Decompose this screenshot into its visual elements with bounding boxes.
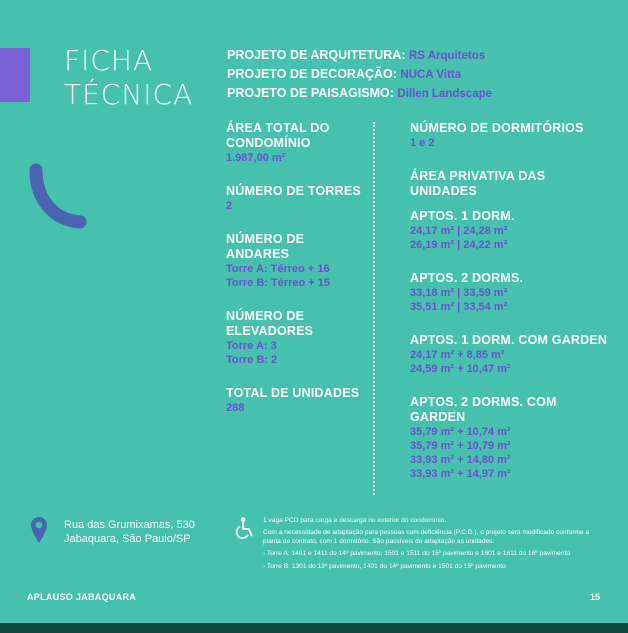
credit-value: NUCA Vitta (400, 69, 462, 81)
accent-bar (0, 48, 30, 102)
notes-text (263, 517, 601, 575)
spec-value: Torre B: Térreo + 15 (226, 277, 331, 289)
unit-value: 24,17 m² | 24,28 m² (410, 225, 508, 237)
credit-label: PROJETO DE PAISAGISMO: (227, 86, 394, 100)
unit-2-dorms-garden (410, 395, 610, 481)
unit-value: 26,19 m² | 24,22 m² (410, 239, 508, 251)
address-line-1: Rua das Grumixamas, 530 (64, 519, 195, 531)
credit-architecture (227, 46, 492, 65)
address-block (30, 516, 195, 546)
spec-label: NÚMERO DE ANDARES (226, 232, 305, 261)
address-line-2: Jabaquara, São Paulo/SP (64, 533, 191, 545)
spec-value: 288 (226, 402, 245, 414)
credit-label: PROJETO DE ARQUITETURA: (227, 48, 406, 62)
unit-value: 35,79 m² + 10,79 m² (410, 440, 511, 452)
decorative-arc-icon (28, 162, 92, 234)
spec-value: Torre B: 2 (226, 354, 278, 366)
unit-label: APTOS. 1 DORM. (410, 209, 515, 223)
spec-value: 1 e 2 (410, 137, 435, 149)
spec-value: Torre A: 3 (226, 340, 277, 352)
credit-value: RS Arquitetos (408, 50, 486, 62)
unit-1-dorm-garden (410, 333, 610, 376)
unit-2-dorms (410, 271, 610, 314)
unit-value: 24,59 m² + 10,47 m² (410, 363, 511, 375)
spec-label: NÚMERO DE TORRES (226, 184, 361, 198)
spec-value: 2 (226, 200, 233, 212)
note-paragraph: Com a necessidade de adaptação para pessoas com deficiência (P.C.D.), o projeto será modificado conforme a planta de contrato, com 1 dormitório. São passíveis de adaptação as unidades: (263, 529, 590, 545)
left-specs-column (226, 121, 366, 434)
spec-bedrooms (410, 121, 610, 150)
page-title (64, 44, 193, 112)
spec-floors (226, 232, 366, 290)
spec-elevators (226, 309, 366, 367)
address-text (64, 518, 195, 546)
right-specs-column (410, 121, 610, 500)
title-line-2: TÉCNICA (64, 78, 194, 111)
unit-value: 24,17 m² + 8,85 m² (410, 349, 505, 361)
unit-1-dorm (410, 209, 610, 252)
credit-decoration (227, 65, 492, 84)
credit-value: Dillen Landscape (397, 88, 493, 100)
accessibility-notes (235, 517, 601, 575)
spec-value: Torre A: Térreo + 16 (226, 263, 330, 275)
spec-label: NÚMERO DE DORMITÓRIOS (410, 121, 584, 135)
unit-value: 33,18 m² | 33,59 m² (410, 287, 508, 299)
footer-project-name: APLAUSO JABAQUARA (27, 592, 137, 602)
private-area-heading: ÁREA PRIVATIVA DAS UNIDADES (410, 169, 546, 198)
map-pin-icon (30, 516, 48, 544)
bottom-bar (0, 623, 628, 633)
spec-towers (226, 184, 366, 213)
unit-value: 35,51 m² | 33,54 m² (410, 301, 508, 313)
spec-value: 1.987,00 m² (226, 152, 286, 164)
unit-value: 33,93 m² + 14,80 m² (410, 454, 511, 466)
note-paragraph: 1 vaga PCD para carga e descarga no exterior do condomínio. (263, 517, 447, 524)
spec-total-area (226, 121, 366, 165)
unit-label: APTOS. 2 DORMS. COM GARDEN (410, 395, 557, 424)
page-number: 15 (590, 592, 601, 602)
unit-label: APTOS. 1 DORM. COM GARDEN (410, 333, 608, 347)
wheelchair-icon (235, 517, 255, 539)
unit-value: 33,93 m² + 14,97 m² (410, 468, 511, 480)
unit-label: APTOS. 2 DORMS. (410, 271, 524, 285)
spec-label: NÚMERO DE ELEVADORES (226, 309, 314, 338)
note-paragraph: - Torre A: 1401 e 1411 do 14º pavimento, 1501 e 1511 do 15º pavimento e 1601 e 1611 do 16º pavimento (263, 550, 570, 558)
unit-value: 35,79 m² + 10,74 m² (410, 426, 511, 438)
credit-label: PROJETO DE DECORAÇÃO: (227, 67, 397, 81)
credits (227, 46, 492, 103)
dotted-divider (373, 122, 375, 495)
spec-label: TOTAL DE UNIDADES (226, 386, 360, 400)
spec-total-units (226, 386, 366, 415)
title-line-1: FICHA (64, 44, 154, 77)
note-paragraph: - Torre B: 1301 do 13º pavimento, 1401 do 14º pavimento e 1501 do 15º pavimento (263, 562, 506, 570)
credit-landscape (227, 84, 492, 103)
spec-label: ÁREA TOTAL DO CONDOMÍNIO (226, 121, 330, 150)
